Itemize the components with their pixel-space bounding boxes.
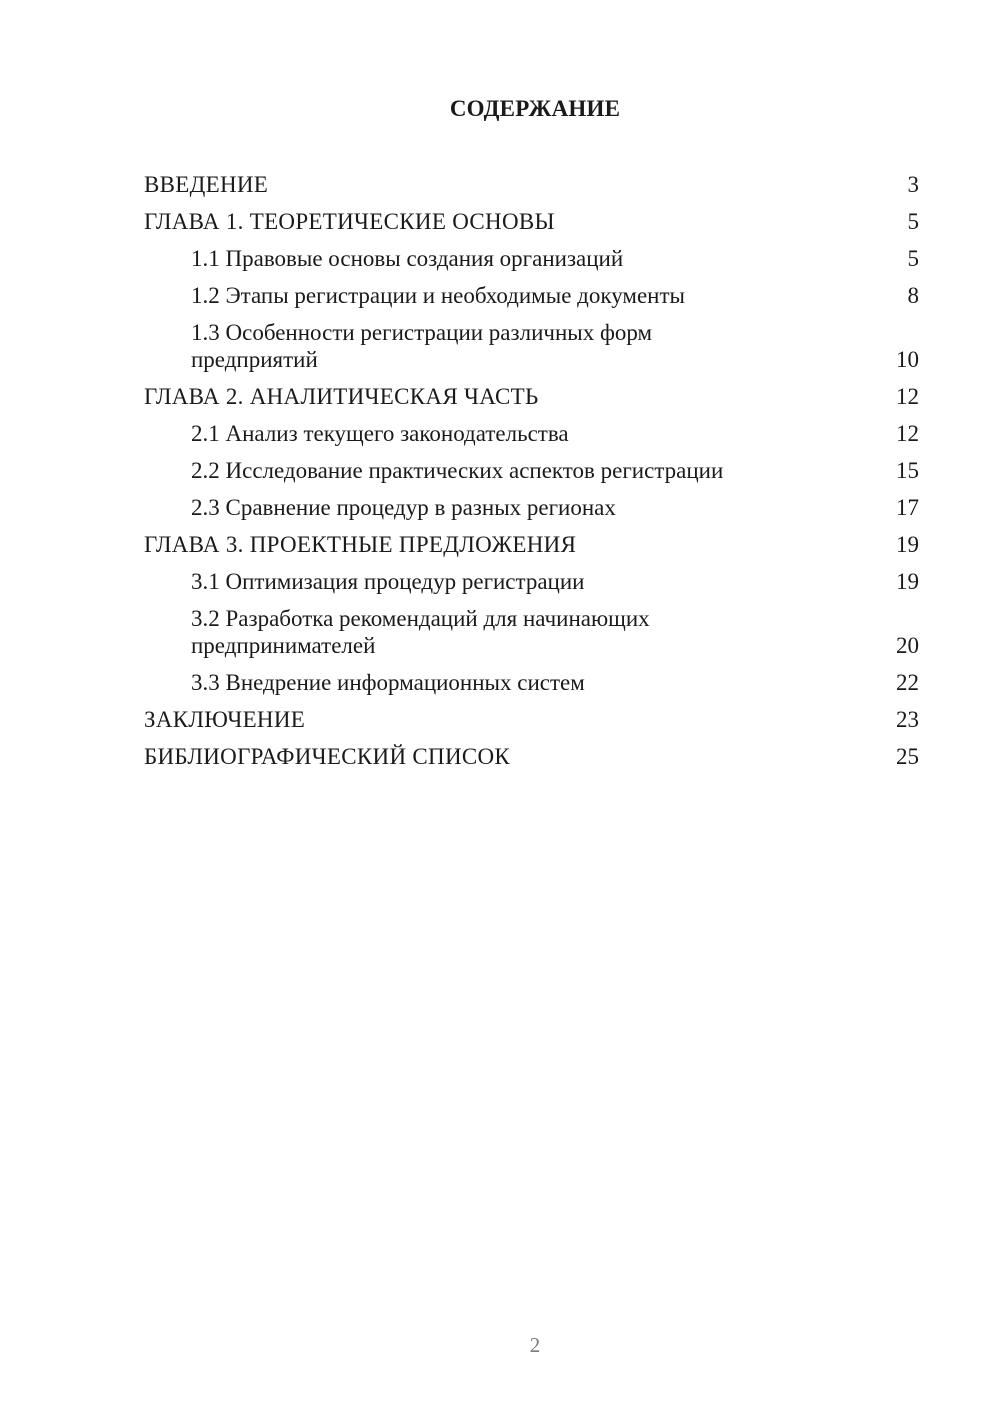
toc-entry-section-1-1 bbox=[144, 241, 919, 278]
toc-entry-label: 2.2 Исследование практических аспектов регистрации bbox=[191, 458, 724, 483]
toc-entry-conclusion bbox=[144, 702, 919, 739]
toc-entry-label: 1.2 Этапы регистрации и необходимые документы bbox=[191, 283, 685, 308]
toc-entry-page: 5 bbox=[907, 246, 919, 271]
toc-entry-introduction bbox=[144, 167, 919, 204]
toc-entry-section-1-2 bbox=[144, 278, 919, 315]
toc-entry-section-2-3 bbox=[144, 490, 919, 527]
toc-entry-label: БИБЛИОГРАФИЧЕСКИЙ СПИСОК bbox=[144, 744, 511, 769]
toc-entry-page: 12 bbox=[896, 421, 919, 446]
toc-entry-page: 5 bbox=[907, 209, 919, 234]
toc-entry-section-3-3 bbox=[144, 665, 919, 702]
page-number: 2 bbox=[529, 1333, 541, 1357]
toc-entry-chapter-3 bbox=[144, 527, 919, 564]
toc-entry-section-3-2 bbox=[144, 601, 919, 665]
toc-entry-label: ГЛАВА 1. ТЕОРЕТИЧЕСКИЕ ОСНОВЫ bbox=[144, 209, 555, 234]
toc-entry-label: ГЛАВА 3. ПРОЕКТНЫЕ ПРЕДЛОЖЕНИЯ bbox=[144, 532, 577, 557]
toc-entry-chapter-2 bbox=[144, 379, 919, 416]
document-title: СОДЕРЖАНИЕ bbox=[449, 96, 621, 121]
toc-entry-page: 10 bbox=[896, 347, 919, 372]
toc-entry-page: 8 bbox=[907, 283, 919, 308]
toc-entry-label: ГЛАВА 2. АНАЛИТИЧЕСКАЯ ЧАСТЬ bbox=[144, 384, 539, 409]
toc-entry-page: 22 bbox=[896, 670, 919, 695]
toc-entry-page: 12 bbox=[896, 384, 919, 409]
toc-entry-label: 3.2 Разработка рекомендаций для начинающих предпринимателей bbox=[191, 606, 650, 658]
toc-entry-bibliography bbox=[144, 739, 919, 776]
toc-entry-section-3-1 bbox=[144, 564, 919, 601]
toc-entry-label: 2.1 Анализ текущего законодательства bbox=[191, 421, 569, 446]
toc-entry-page: 20 bbox=[896, 633, 919, 658]
toc-entry-page: 25 bbox=[896, 744, 919, 769]
toc-entry-page: 3 bbox=[907, 172, 919, 197]
toc-entry-label: ВВЕДЕНИЕ bbox=[144, 172, 269, 197]
toc-entry-label: 2.3 Сравнение процедур в разных регионах bbox=[191, 495, 616, 520]
toc-entry-page: 19 bbox=[896, 569, 919, 594]
toc-entry-chapter-1 bbox=[144, 204, 919, 241]
toc-entry-page: 19 bbox=[896, 532, 919, 557]
toc-entry-page: 15 bbox=[896, 458, 919, 483]
toc-entry-label: 1.1 Правовые основы создания организаций bbox=[191, 246, 624, 271]
toc-entry-section-2-2 bbox=[144, 453, 919, 490]
toc-entry-page: 17 bbox=[896, 495, 919, 520]
toc-entry-label: 1.3 Особенности регистрации различных форм предприятий bbox=[191, 320, 653, 372]
toc-entry-label: ЗАКЛЮЧЕНИЕ bbox=[144, 707, 306, 732]
table-of-contents bbox=[144, 167, 919, 776]
toc-entry-section-2-1 bbox=[144, 416, 919, 453]
toc-entry-page: 23 bbox=[896, 707, 919, 732]
toc-entry-section-1-3 bbox=[144, 315, 919, 379]
toc-entry-label: 3.1 Оптимизация процедур регистрации bbox=[191, 569, 585, 594]
toc-entry-label: 3.3 Внедрение информационных систем bbox=[191, 670, 585, 695]
